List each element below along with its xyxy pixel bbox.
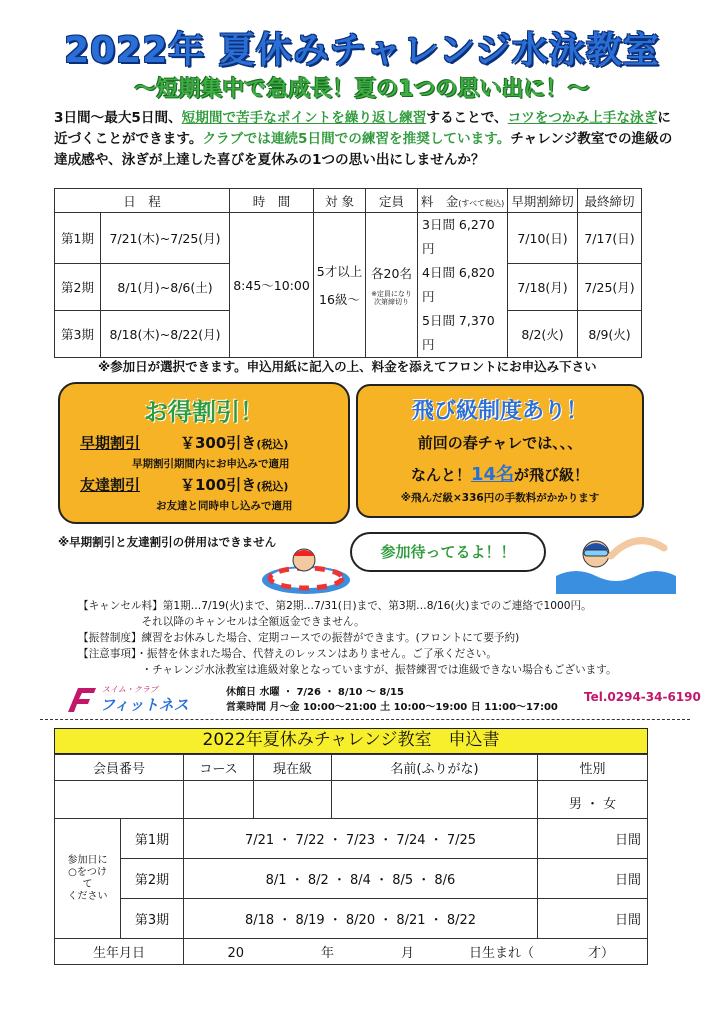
term-label: 第2期 (55, 264, 101, 311)
info-notes: 【注意事項】・振替を休まれた場合、代替えのレッスンはありません。ご了承ください。 (78, 648, 497, 660)
header-final-deadline: 最終締切 (578, 189, 642, 213)
info-cancel-2: それ以降のキャンセルは全額返金できません。 (78, 616, 365, 628)
application-form (54, 754, 648, 965)
early-discount-note: 早期割引期間内にお申込みで適用 (132, 458, 290, 470)
form-term-unit: 日間 (538, 819, 648, 859)
speech-bubble: 参加待ってるよ！！ (350, 532, 546, 572)
skip-grade-box (356, 384, 644, 518)
birth-field[interactable]: 20 年 月 日生まれ（ 才） (184, 939, 648, 965)
discount-box (58, 382, 350, 524)
final-deadline: 7/25(月) (578, 264, 642, 311)
header-dates: 日 程 (55, 189, 230, 213)
form-term-days[interactable]: 7/21 ・ 7/22 ・ 7/23 ・ 7/24 ・ 7/25 (184, 819, 538, 859)
form-header-gender: 性別 (538, 755, 648, 781)
info-cancel: 【キャンセル料】第1期…7/19(火)まで、第2期…7/31(日)まで、第3期…8/16(火)までのご連絡で1000円。 (78, 600, 592, 612)
form-header-grade: 現在級 (254, 755, 332, 781)
select-day-note: ※参加日が選択できます。申込用紙に記入の上、料金を添えてフロントにお申込み下さい (98, 359, 597, 374)
cut-line (40, 719, 690, 720)
header-price: 料 金(すべて税込) (418, 189, 508, 213)
term-label: 第1期 (55, 213, 101, 264)
header-time: 時 間 (230, 189, 314, 213)
club-logo-icon (64, 684, 98, 714)
capacity-cell: 各20名 ※定員になり 次第締切り (366, 213, 418, 358)
club-logo-name: フィットネス (100, 696, 189, 714)
form-header-course: コース (184, 755, 254, 781)
form-term-label: 第3期 (121, 899, 184, 939)
skip-line1: 前回の春チャレでは、、、 (417, 434, 583, 452)
birth-label: 生年月日 (55, 939, 184, 965)
page-title: 2022年 夏休みチャレンジ水泳教室 (64, 30, 660, 71)
telephone: Tel.0294-34-6190 (584, 690, 701, 704)
early-deadline: 8/2(火) (508, 311, 578, 358)
early-deadline: 7/18(月) (508, 264, 578, 311)
closed-days: 休館日 水曜 ・ 7/26 ・ 8/10 ～ 8/15 (226, 687, 404, 698)
combo-note: ※早期割引と友達割引の併用はできません (58, 535, 277, 549)
term-label: 第3期 (55, 311, 101, 358)
form-term-days[interactable]: 8/1 ・ 8/2 ・ 8/4 ・ 8/5 ・ 8/6 (184, 859, 538, 899)
intro-text: 3日間～最大5日間、短期間で苦手なポイントを繰り返し練習することで、コツをつかみ上手な泳ぎに近づくことができます。クラブでは連続5日間での練習を推奨しています。チャレンジ教室での進級の達成感や、泳ぎが上達した喜びを夏休みの1つの思い出にしませんか？ (54, 110, 673, 168)
form-term-days[interactable]: 8/18 ・ 8/19 ・ 8/20 ・ 8/21 ・ 8/22 (184, 899, 538, 939)
early-deadline: 7/10(日) (508, 213, 578, 264)
form-term-unit: 日間 (538, 859, 648, 899)
target-cell: 5才以上 16級～ (314, 213, 366, 358)
skip-note: ※飛んだ級×336円の手数料がかかります (400, 492, 600, 504)
business-hours: 営業時間 月～金 10:00～21:00 土 10:00～19:00 日 11:00～17:00 (226, 702, 558, 713)
final-deadline: 8/9(火) (578, 311, 642, 358)
term-dates: 8/1(月)~8/6(土) (101, 264, 230, 311)
swimmer-illustration (556, 526, 676, 594)
info-notes-2: ・チャレンジ水泳教室は進級対象となっていますが、振替練習では進級できない場合もございます。 (78, 664, 617, 676)
gender-field[interactable]: 男 ・ 女 (538, 781, 648, 819)
skip-grade-title: 飛び級制度あり！ (411, 399, 588, 424)
name-field[interactable] (332, 781, 538, 819)
skip-line2: なんと！14名が飛び級！ (410, 464, 590, 485)
form-term-label: 第2期 (121, 859, 184, 899)
float-ring-child-illustration (258, 540, 354, 600)
early-discount: 早期割引 ￥300引き(税込) (80, 434, 289, 452)
time-cell: 8:45～10:00 (230, 213, 314, 358)
page-subtitle: ～短期集中で急成長！夏の1つの思い出に！～ (134, 77, 590, 102)
form-term-unit: 日間 (538, 899, 648, 939)
club-logo-small: スイム・クラブ (102, 685, 158, 694)
friend-discount-note: お友達と同時申し込みで適用 (156, 500, 293, 512)
term-dates: 7/21(木)~7/25(月) (101, 213, 230, 264)
attendance-instruction: 参加日に ○をつけ て ください (55, 819, 121, 939)
form-header-name: 名前(ふりがな) (332, 755, 538, 781)
final-deadline: 7/17(日) (578, 213, 642, 264)
friend-discount: 友達割引 ￥100引き(税込) (80, 476, 289, 494)
course-field[interactable] (184, 781, 254, 819)
info-transfer: 【振替制度】練習をお休みした場合、定期コースでの振替ができます。(フロントにて要予約) (78, 632, 520, 644)
header-early-deadline: 早期割締切 (508, 189, 578, 213)
member-number-field[interactable] (55, 781, 184, 819)
price-cell: 3日間 6,270円 4日間 6,820円 5日間 7,370円 (418, 213, 508, 358)
term-dates: 8/18(木)~8/22(月) (101, 311, 230, 358)
grade-field[interactable] (254, 781, 332, 819)
form-term-label: 第1期 (121, 819, 184, 859)
form-header-member: 会員番号 (55, 755, 184, 781)
header-capacity: 定員 (366, 189, 418, 213)
form-title: 2022年夏休みチャレンジ教室 申込書 (54, 728, 648, 754)
schedule-table (54, 188, 642, 358)
discount-title: お得割引！ (144, 398, 264, 426)
header-target: 対 象 (314, 189, 366, 213)
